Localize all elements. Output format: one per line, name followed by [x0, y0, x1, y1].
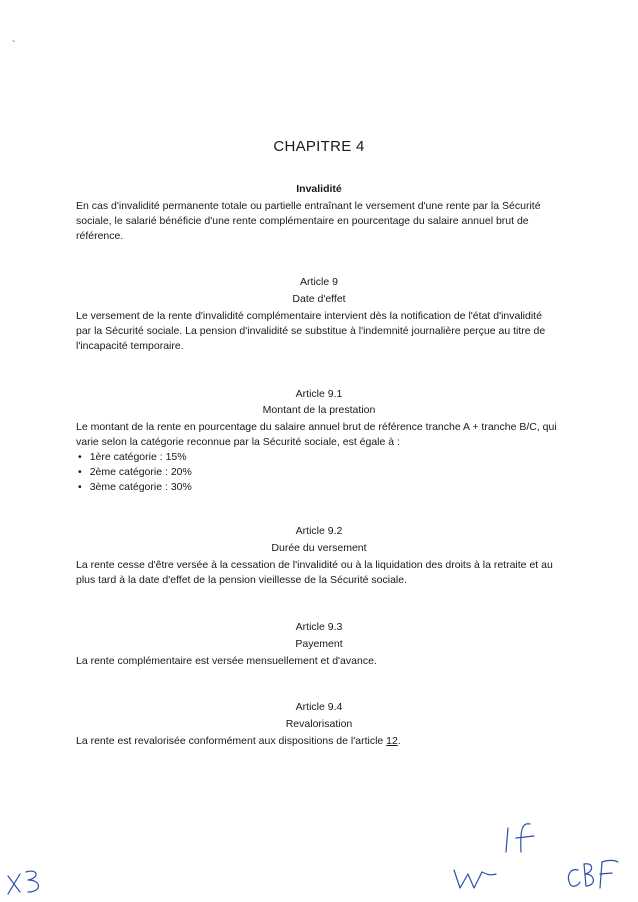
handwritten-initials-w [450, 860, 500, 894]
text-line: référence. [76, 230, 124, 242]
article-number: Article 9 [300, 276, 338, 288]
text-line [76, 734, 576, 749]
bullet-list [78, 450, 192, 495]
handwritten-initials-cbf [562, 854, 622, 896]
article-paragraph [76, 309, 576, 354]
list-item: • 3ème catégorie : 30% [78, 480, 192, 495]
text-line: plus tard à la date d'effet de la pension vieillesse de la Sécurité sociale. [76, 574, 408, 586]
text-line: Le montant de la rente en pourcentage du salaire annuel brut de référence tranche A + tranche B/C, qui [76, 421, 557, 433]
text-line: Le versement de la rente d'invalidité complémentaire intervient dès la notification de l'état d'invalidité [76, 310, 542, 322]
article-reference-link[interactable]: 12 [386, 735, 398, 747]
text-line: par la Sécurité sociale. La pension d'invalidité se substitue à l'indemnité journalière perçue au titre de [76, 325, 546, 337]
article-number: Article 9.3 [295, 621, 343, 633]
article-number: Article 9.2 [295, 525, 343, 537]
article-paragraph [76, 654, 576, 669]
list-item: • 1ère catégorie : 15% [78, 450, 192, 465]
stray-mark: ` [12, 40, 16, 51]
article-paragraph [76, 558, 576, 588]
article-title: Durée du versement [271, 542, 367, 554]
article-number: Article 9.1 [295, 388, 343, 400]
article-title: Date d'effet [292, 293, 346, 305]
article-title: Payement [295, 638, 343, 650]
intro-paragraph [76, 199, 576, 244]
text-line: sociale, le salarié bénéficie d'une rente complémentaire en pourcentage du salaire annuel brut de [76, 215, 529, 227]
list-item: • 2ème catégorie : 20% [78, 465, 192, 480]
handwritten-initials-lf [500, 818, 550, 858]
article-title: Montant de la prestation [262, 404, 376, 416]
article-title: Revalorisation [285, 718, 353, 730]
handwritten-initials-xb [4, 862, 48, 898]
text-line-prefix: La rente est revalorisée conformément aux dispositions de l'article [76, 735, 387, 747]
text-line: En cas d'invalidité permanente totale ou partielle entraînant le versement d'une rente par la Sécurité [76, 200, 541, 212]
text-line: La rente cesse d'être versée à la cessation de l'invalidité ou à la liquidation des droits à la retraite et au [76, 559, 553, 571]
article-paragraph [76, 734, 576, 749]
chapter-title: CHAPITRE 4 [273, 138, 365, 155]
section-title: Invalidité [296, 183, 342, 195]
text-line-suffix: . [397, 735, 401, 747]
text-line: l'incapacité temporaire. [76, 340, 184, 352]
article-number: Article 9.4 [295, 701, 343, 713]
article-paragraph [76, 420, 576, 450]
text-line: La rente complémentaire est versée mensuellement et d'avance. [76, 655, 377, 667]
text-line: varie selon la catégorie reconnue par la Sécurité sociale, est égale à : [76, 436, 400, 448]
